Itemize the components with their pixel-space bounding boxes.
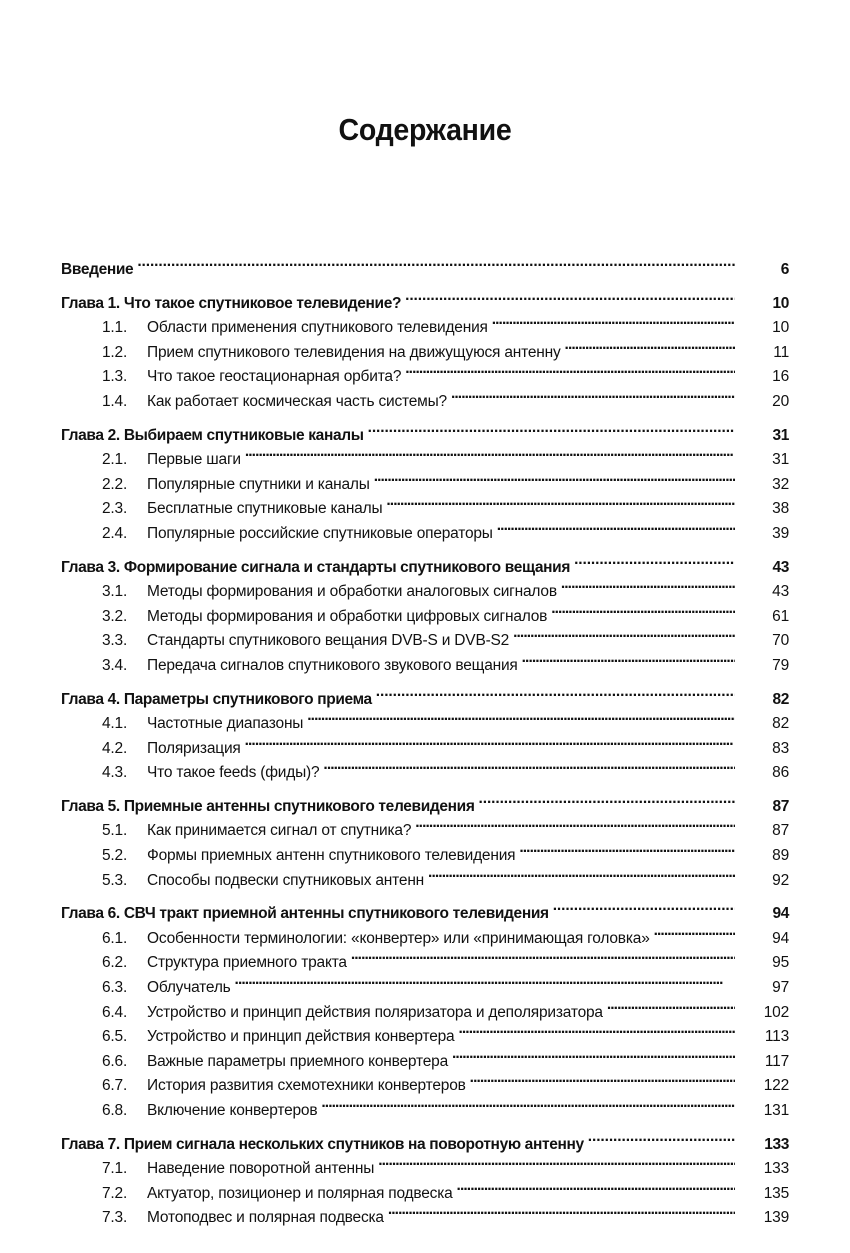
- entry-title: Структура приемного тракта: [147, 954, 347, 972]
- entry-page: 61: [772, 607, 789, 625]
- dot-leader: [235, 968, 735, 992]
- section-number: 1.4.: [102, 392, 128, 410]
- entry-page: 133: [763, 1160, 789, 1178]
- entry-page: 139: [763, 1209, 789, 1227]
- entry-title: Включение конвертеров: [147, 1102, 318, 1119]
- toc-group-chapter-4: [61, 680, 791, 782]
- toc-entry-chapter[interactable]: [61, 284, 791, 312]
- section-number: 6.2.: [102, 954, 128, 972]
- entry-title: Глава 7. Прием сигнала нескольких спутников на поворотную антенну: [61, 1135, 584, 1153]
- toc-group-intro: [61, 250, 791, 278]
- dot-leader: [137, 250, 735, 274]
- entry-page: 16: [772, 368, 789, 386]
- dot-leader: [386, 489, 735, 513]
- section-number: 5.1.: [102, 822, 128, 840]
- dot-leader: [588, 1125, 735, 1149]
- toc-group-chapter-2: [61, 416, 791, 542]
- section-number: 6.1.: [102, 929, 128, 947]
- entry-title: Области применения спутникового телевидения: [147, 319, 488, 337]
- entry-page: 87: [772, 822, 789, 840]
- dot-leader: [457, 1174, 735, 1198]
- dot-leader: [565, 333, 735, 357]
- entry-page: 83: [772, 739, 789, 757]
- toc-entry-chapter[interactable]: [61, 787, 791, 815]
- dot-leader: [574, 548, 735, 572]
- section-number: 7.3.: [102, 1209, 128, 1227]
- section-number: 6.6.: [102, 1052, 128, 1070]
- entry-page: 131: [763, 1102, 789, 1119]
- entry-title: Наведение поворотной антенны: [147, 1160, 375, 1178]
- entry-title: Мотоподвес и полярная подвеска: [147, 1209, 384, 1227]
- entry-title: Глава 1. Что такое спутниковое телевидение?: [61, 294, 402, 312]
- toc-group-chapter-5: [61, 787, 791, 889]
- section-number: 1.3.: [102, 368, 128, 386]
- entry-page: 95: [772, 954, 789, 972]
- toc-entry-chapter[interactable]: [61, 1125, 791, 1153]
- section-number: 2.1.: [102, 451, 128, 469]
- page-title: Содержание: [338, 112, 512, 147]
- dot-leader: [513, 621, 735, 645]
- entry-page: 79: [772, 656, 789, 674]
- entry-page: 10: [772, 294, 789, 312]
- dot-leader: [415, 811, 735, 835]
- entry-title: Как работает космическая часть системы?: [147, 392, 447, 410]
- section-number: 6.4.: [102, 1003, 128, 1021]
- dot-leader: [479, 787, 735, 811]
- dot-leader: [654, 919, 735, 943]
- entry-page: 113: [764, 1028, 789, 1046]
- dot-leader: [452, 1042, 735, 1066]
- dot-leader: [451, 382, 735, 406]
- entry-title: Важные параметры приемного конвертера: [147, 1052, 448, 1070]
- table-of-contents: [61, 250, 791, 1232]
- dot-leader: [405, 284, 735, 308]
- section-number: 6.3.: [102, 979, 128, 997]
- entry-page: 39: [772, 524, 789, 542]
- entry-title: Глава 3. Формирование сигнала и стандарты спутникового вещания: [61, 558, 571, 576]
- dot-leader: [388, 1198, 735, 1222]
- entry-page: 43: [772, 558, 789, 576]
- entry-title: Формы приемных антенн спутникового телевидения: [147, 847, 516, 865]
- dot-leader: [321, 1091, 735, 1115]
- section-number: 3.1.: [102, 583, 128, 601]
- dot-leader: [351, 943, 735, 967]
- section-number: 7.2.: [102, 1184, 128, 1202]
- toc-entry-chapter[interactable]: [61, 416, 791, 444]
- toc-entry-chapter[interactable]: [61, 548, 791, 576]
- dot-leader: [245, 440, 735, 464]
- entry-title: Популярные российские спутниковые операторы: [147, 524, 493, 542]
- entry-page: 133: [764, 1135, 789, 1153]
- entry-page: 70: [772, 632, 789, 650]
- dot-leader: [458, 1017, 735, 1041]
- section-number: 4.1.: [102, 715, 128, 733]
- entry-page: 32: [772, 475, 789, 493]
- entry-title: Прием спутникового телевидения на движущуюся антенну: [147, 343, 561, 361]
- section-number: 4.2.: [102, 739, 128, 757]
- dot-leader: [561, 572, 735, 596]
- dot-leader: [428, 861, 735, 885]
- entry-page: 82: [772, 690, 789, 708]
- entry-page: 92: [772, 871, 789, 889]
- entry-title: Особенности терминологии: «конвертер» или «принимающая головка»: [147, 929, 650, 947]
- entry-page: 135: [763, 1184, 789, 1202]
- entry-page: 6: [780, 261, 789, 278]
- entry-page: 94: [772, 905, 789, 923]
- dot-leader: [374, 465, 735, 489]
- toc-group-chapter-6: [61, 894, 791, 1119]
- entry-title: Введение: [61, 261, 134, 278]
- entry-title: Глава 6. СВЧ тракт приемной антенны спутникового телевидения: [61, 905, 549, 923]
- section-number: 5.3.: [102, 871, 128, 889]
- entry-page: 117: [764, 1052, 789, 1070]
- dot-leader: [497, 514, 735, 538]
- section-number: 3.2.: [102, 607, 128, 625]
- section-number: 7.1.: [102, 1160, 128, 1178]
- entry-page: 86: [772, 764, 789, 782]
- entry-title: Бесплатные спутниковые каналы: [147, 500, 383, 518]
- section-number: 1.2.: [102, 343, 128, 361]
- entry-title: Стандарты спутникового вещания DVB-S и DVB-S2: [147, 632, 510, 650]
- section-number: 3.3.: [102, 632, 128, 650]
- entry-title: Что такое feeds (фиды)?: [147, 764, 320, 782]
- entry-title: Устройство и принцип действия поляризатора и деполяризатора: [147, 1003, 603, 1021]
- section-number: 3.4.: [102, 656, 128, 674]
- dot-leader: [307, 704, 735, 728]
- dot-leader: [522, 646, 735, 670]
- entry-title: Способы подвески спутниковых антенн: [147, 871, 425, 889]
- entry-page: 31: [772, 426, 789, 444]
- section-number: 5.2.: [102, 847, 128, 865]
- entry-title: Что такое геостационарная орбита?: [147, 368, 402, 386]
- entry-page: 10: [772, 319, 789, 337]
- entry-title: Передача сигналов спутникового звукового вещания: [147, 656, 518, 674]
- dot-leader: [470, 1066, 735, 1090]
- entry-page: 94: [772, 929, 789, 947]
- dot-leader: [245, 729, 735, 753]
- entry-title: Первые шаги: [147, 451, 241, 469]
- dot-leader: [323, 753, 735, 777]
- entry-title: Глава 2. Выбираем спутниковые каналы: [61, 426, 364, 444]
- entry-page: 102: [763, 1003, 789, 1021]
- section-number: 1.1.: [102, 319, 128, 337]
- dot-leader: [368, 416, 735, 440]
- toc-group-chapter-3: [61, 548, 791, 674]
- dot-leader: [378, 1149, 735, 1173]
- entry-page: 11: [773, 343, 789, 361]
- entry-title: Методы формирования и обработки цифровых сигналов: [147, 607, 548, 625]
- entry-title: Частотные диапазоны: [147, 715, 304, 733]
- entry-page: 82: [772, 715, 789, 733]
- toc-group-chapter-1: [61, 284, 791, 410]
- entry-title: Актуатор, позиционер и полярная подвеска: [147, 1184, 453, 1202]
- dot-leader: [376, 680, 735, 704]
- dot-leader: [492, 308, 735, 332]
- entry-title: Устройство и принцип действия конвертера: [147, 1028, 455, 1046]
- dot-leader: [553, 894, 735, 918]
- entry-title: Методы формирования и обработки аналоговых сигналов: [147, 583, 557, 601]
- entry-title: Глава 4. Параметры спутникового приема: [61, 690, 372, 708]
- toc-entry-chapter[interactable]: [61, 680, 791, 708]
- entry-title: Как принимается сигнал от спутника?: [147, 822, 412, 840]
- dot-leader: [551, 597, 735, 621]
- toc-entry-chapter[interactable]: [61, 894, 791, 923]
- entry-title: Облучатель: [147, 979, 231, 997]
- section-number: 6.8.: [102, 1102, 128, 1119]
- toc-entry-intro[interactable]: [61, 250, 791, 278]
- entry-title: Поляризация: [147, 739, 241, 757]
- entry-title: Глава 5. Приемные антенны спутникового телевидения: [61, 797, 475, 815]
- entry-page: 43: [772, 583, 789, 601]
- entry-title: История развития схемотехники конвертеров: [147, 1077, 466, 1095]
- entry-page: 87: [772, 797, 789, 815]
- entry-page: 89: [772, 847, 789, 865]
- entry-page: 122: [763, 1077, 789, 1095]
- section-number: 2.4.: [102, 524, 128, 542]
- entry-page: 97: [772, 979, 789, 997]
- dot-leader: [607, 993, 735, 1017]
- dot-leader: [405, 357, 735, 381]
- section-number: 6.7.: [102, 1077, 128, 1095]
- section-number: 2.2.: [102, 475, 128, 493]
- entry-page: 31: [772, 451, 789, 469]
- toc-group-chapter-7: [61, 1125, 791, 1227]
- section-number: 2.3.: [102, 500, 128, 518]
- section-number: 6.5.: [102, 1028, 128, 1046]
- entry-page: 20: [772, 392, 789, 410]
- section-number: 4.3.: [102, 764, 128, 782]
- entry-title: Популярные спутники и каналы: [147, 475, 370, 493]
- entry-page: 38: [772, 500, 789, 518]
- dot-leader: [519, 836, 735, 860]
